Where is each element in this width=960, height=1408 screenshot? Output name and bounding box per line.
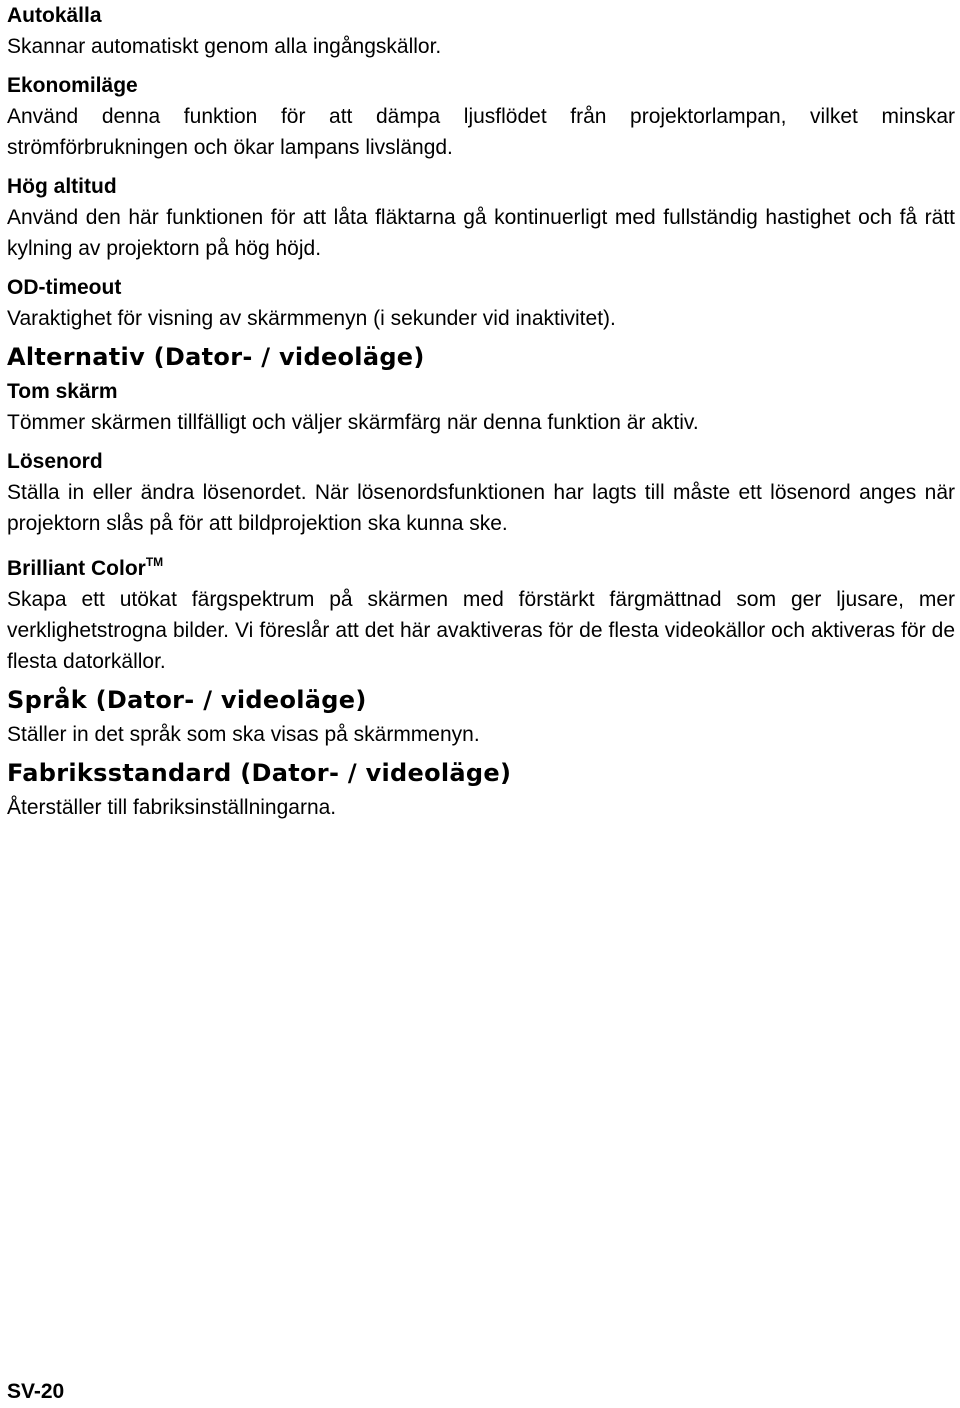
sprak-text: Ställer in det språk som ska visas på skärmmenyn. [7, 723, 480, 746]
item-od-timeout [7, 272, 955, 334]
item-title-text: Brilliant Color [7, 557, 146, 580]
item-text: Använd denna funktion för att dämpa ljusflödet från projektorlampan, vilket minskar strömförbrukningen och ökar lampans livslängd. [7, 105, 955, 159]
item-text: Skannar automatiskt genom alla ingångskällor. [7, 35, 442, 58]
item-brilliant-color [7, 547, 955, 677]
trademark-sup: TM [145, 555, 164, 569]
section-heading-sprak: Språk (Dator- / videoläge) [7, 686, 367, 714]
section-heading-fabriksstandard: Fabriksstandard (Dator- / videoläge) [7, 759, 512, 787]
item-text: Varaktighet för visning av skärmmenyn (i sekunder vid inaktivitet). [7, 307, 616, 330]
item-title: Hög altitud [7, 175, 117, 198]
section-heading-alternativ: Alternativ (Dator- / videoläge) [7, 343, 425, 371]
item-title: OD-timeout [7, 276, 122, 299]
fabrik-text: Återställer till fabriksinställningarna. [7, 796, 337, 819]
item-autokalla [7, 0, 955, 62]
item-tom-skarm [7, 376, 955, 438]
item-hog-altitud [7, 171, 955, 264]
item-title: Tom skärm [7, 380, 118, 403]
item-text: Använd den här funktionen för att låta fläktarna gå kontinuerligt med fullständig hastighet och få rätt kylning av projektorn på hög höjd. [7, 206, 955, 260]
item-losenord [7, 446, 955, 539]
item-title: Lösenord [7, 450, 103, 473]
item-text: Ställa in eller ändra lösenordet. När lösenordsfunktionen har lagts till måste ett lösenord anges när projektorn slås på för att bildprojektion ska kunna ske. [7, 481, 955, 535]
item-title [7, 547, 955, 584]
item-title: Autokälla [7, 4, 102, 27]
item-text: Skapa ett utökat färgspektrum på skärmen med förstärkt färgmättnad som ger ljusare, mer verklighetstrogna bilder. Vi föreslår att det här avaktiveras för de flesta videokällor och aktiveras för de flesta datorkällor. [7, 588, 955, 673]
page-number: SV-20 [7, 1380, 65, 1403]
item-ekonomilage [7, 70, 955, 163]
item-title: Ekonomiläge [7, 74, 138, 97]
document-body [7, 0, 955, 823]
item-text: Tömmer skärmen tillfälligt och väljer skärmfärg när denna funktion är aktiv. [7, 411, 699, 434]
